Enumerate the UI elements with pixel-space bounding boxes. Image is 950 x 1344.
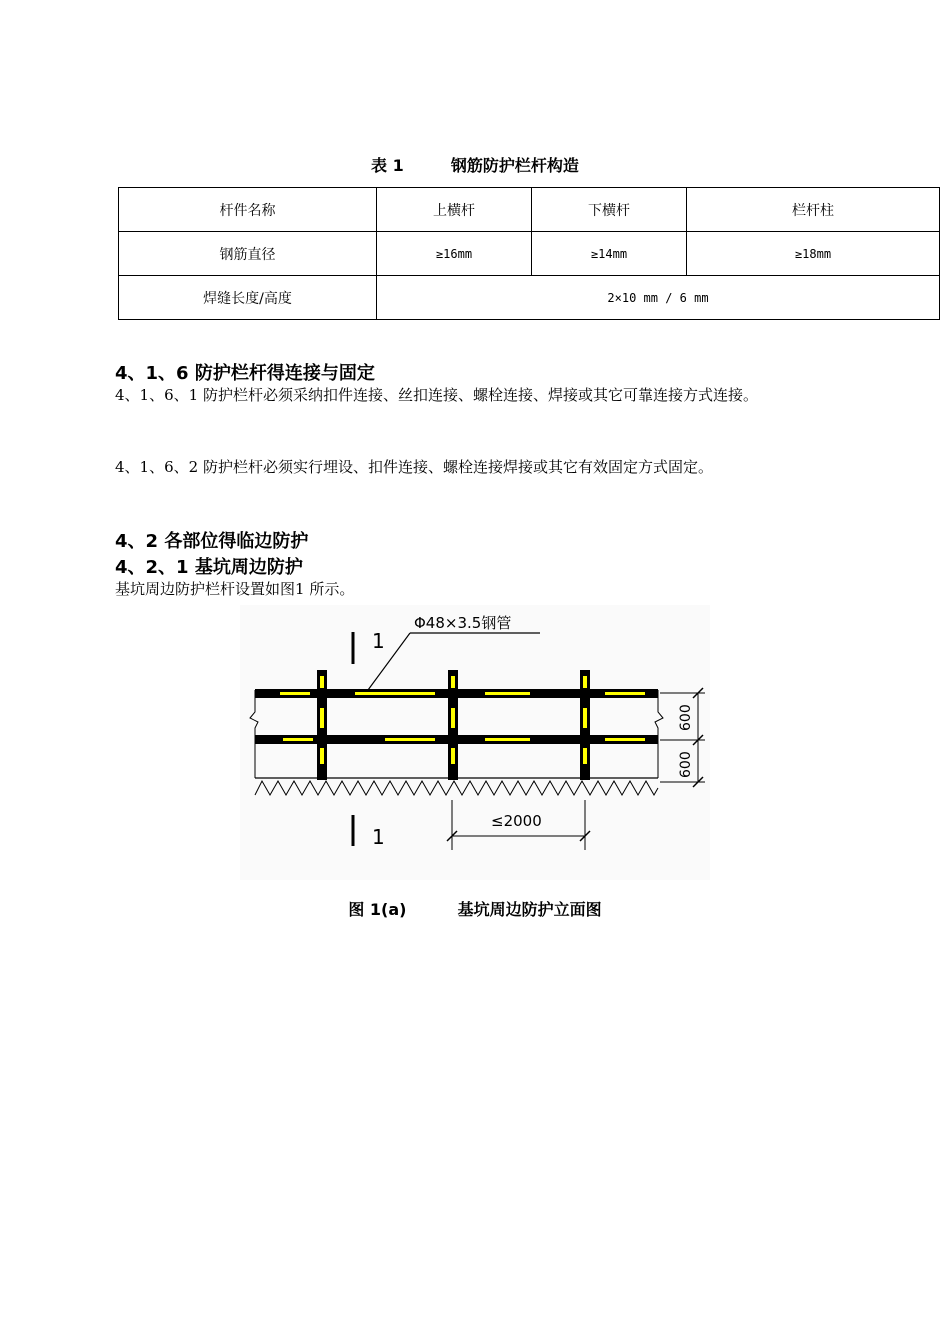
- table-number: 表 1: [371, 156, 404, 175]
- spacing-label: ≤2000: [491, 812, 542, 830]
- section-heading: 4、2 各部位得临边防护: [115, 531, 309, 552]
- section-mark-label-top: 1: [372, 629, 385, 653]
- table-cell: 钢筋直径: [119, 232, 377, 276]
- table-cell: ≥14mm: [532, 232, 687, 276]
- height-label-bottom: 600: [678, 751, 694, 778]
- table-cell: ≥16mm: [377, 232, 532, 276]
- paragraph: 4、1、6、2 防护栏杆必须实行埋设、扣件连接、螺栓连接焊接或其它有效固定方式固定。: [115, 458, 713, 476]
- paragraph: 4、1、6、1 防护栏杆必须采纳扣件连接、丝扣连接、螺栓连接、焊接或其它可靠连接方式连接。: [115, 386, 758, 404]
- table-cell: ≥18mm: [687, 232, 940, 276]
- section-heading: 4、2、1 基坑周边防护: [115, 557, 303, 578]
- section-mark-label-bottom: 1: [372, 825, 385, 849]
- paragraph: 基坑周边防护栏杆设置如图1 所示。: [115, 580, 355, 598]
- section-heading: 4、1、6 防护栏杆得连接与固定: [115, 363, 375, 384]
- figure-number: 图 1(a): [348, 900, 407, 919]
- table-caption: 钢筋防护栏杆构造: [450, 156, 579, 175]
- table-cell: 焊缝长度/高度: [119, 276, 377, 320]
- pipe-label: Φ48×3.5钢管: [414, 614, 512, 632]
- height-label-top: 600: [678, 704, 694, 731]
- table-row: [119, 232, 940, 276]
- table-row: [119, 276, 940, 320]
- table-row: [119, 188, 940, 232]
- table-cell: 2×10 mm / 6 mm: [377, 276, 940, 320]
- table-title: [0, 153, 950, 176]
- table-header-cell: 上横杆: [377, 188, 532, 232]
- table-header-cell: 杆件名称: [119, 188, 377, 232]
- table-header-cell: 栏杆柱: [687, 188, 940, 232]
- figure-caption: [0, 897, 950, 920]
- pit-railing-elevation-figure: [240, 605, 710, 880]
- figure-title: 基坑周边防护立面图: [457, 900, 602, 919]
- rebar-railing-table: [118, 187, 940, 320]
- table-header-cell: 下横杆: [532, 188, 687, 232]
